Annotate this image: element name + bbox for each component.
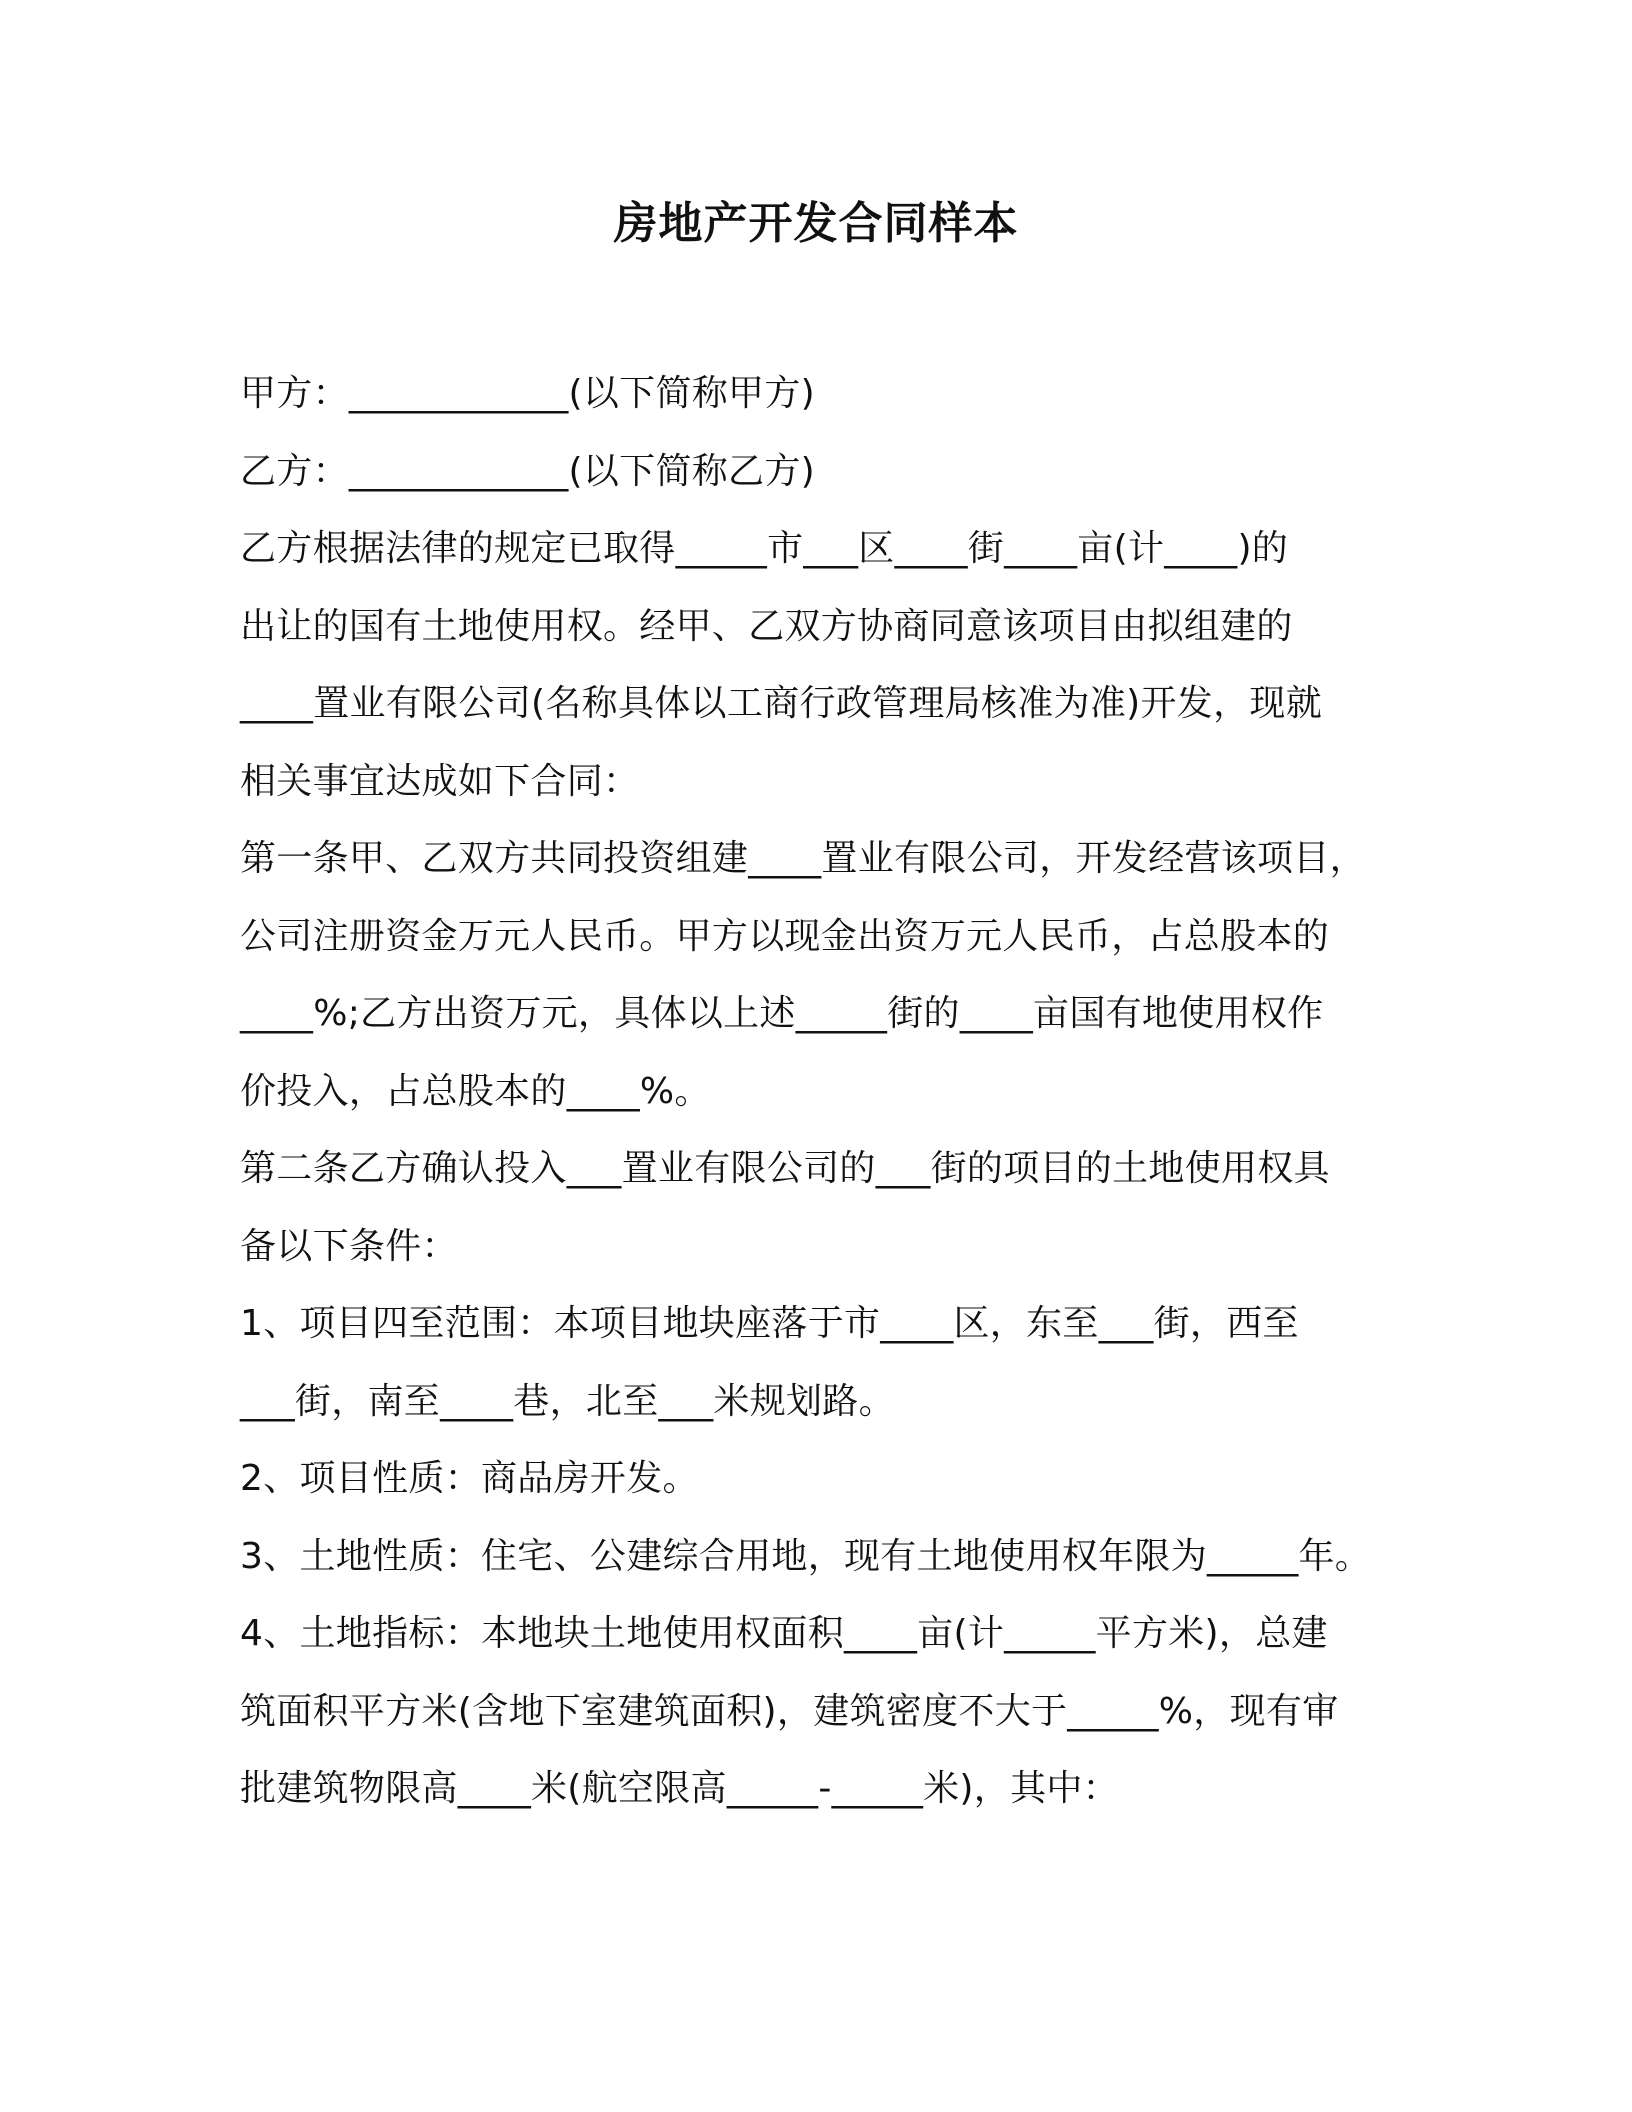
paragraph-line: 出让的国有土地使用权。经甲、乙双方协商同意该项目由拟组建的 <box>240 605 1293 647</box>
article-2-line: 第二条乙方确认投入___置业有限公司的___街的项目的土地使用权具 <box>240 1148 1330 1189</box>
paragraph-line: 价投入，占总股本的____%。 <box>240 1070 711 1112</box>
party-b-line: 乙方：____________(以下简称乙方) <box>240 450 815 492</box>
paragraph-line: 备以下条件： <box>240 1225 458 1267</box>
document-body <box>240 364 1400 1837</box>
clause-4-line: 4、土地指标：本地块土地使用权面积____亩(计_____平方米)，总建 <box>240 1613 1328 1654</box>
clause-2-line: 2、项目性质：商品房开发。 <box>240 1458 699 1499</box>
party-a-line: 甲方：____________(以下简称甲方) <box>240 373 815 414</box>
paragraph-line: 相关事宜达成如下合同： <box>240 760 640 802</box>
paragraph-line: 乙方根据法律的规定已取得_____市___区____街____亩(计____)的 <box>240 528 1289 569</box>
paragraph-line: 公司注册资金万元人民币。甲方以现金出资万元人民币，占总股本的 <box>240 915 1330 957</box>
paragraph-line: ____置业有限公司(名称具体以工商行政管理局核准为准)开发，现就 <box>240 683 1322 724</box>
paragraph-line: ____%;乙方出资万元，具体以上述_____街的____亩国有地使用权作 <box>240 993 1324 1034</box>
paragraph-line: ___街，南至____巷，北至___米规划路。 <box>240 1380 895 1422</box>
article-1-line: 第一条甲、乙双方共同投资组建____置业有限公司，开发经营该项目， <box>240 838 1366 879</box>
document-title: 房地产开发合同样本 <box>613 198 1019 249</box>
clause-3-line: 3、土地性质：住宅、公建综合用地，现有土地使用权年限为_____年。 <box>240 1535 1372 1577</box>
clause-1-line: 1、项目四至范围：本项目地块座落于市____区，东至___街，西至 <box>240 1303 1299 1344</box>
paragraph-line: 筑面积平方米(含地下室建筑面积)，建筑密度不大于_____%，现有审 <box>240 1690 1339 1732</box>
paragraph-line: 批建筑物限高____米(航空限高_____-_____米)，其中： <box>240 1768 1119 1809</box>
